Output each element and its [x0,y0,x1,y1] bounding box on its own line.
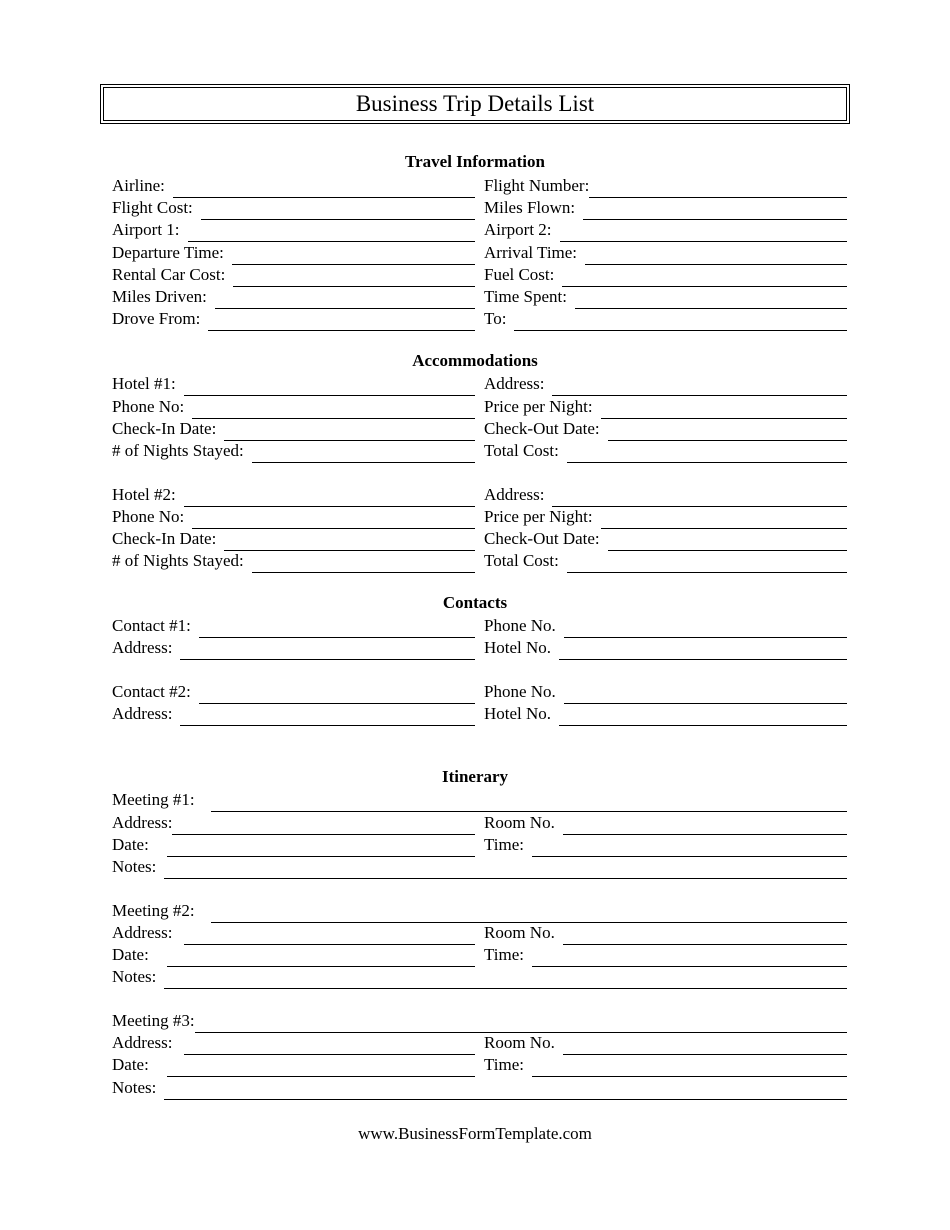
airport-2-field[interactable] [484,218,847,240]
field-label: Room No. [484,923,555,942]
field-label: Total Cost: [484,441,559,460]
field-label: Address: [112,923,173,942]
field-label: Time: [484,835,525,854]
contact-1-address-input-line[interactable] [180,641,475,660]
field-label: Check-In Date: [112,529,217,548]
meeting-3-room-field[interactable] [484,1031,847,1053]
hotel-2-check-out-field[interactable] [484,527,847,549]
form-row [0,263,950,285]
flight-cost-field[interactable] [112,196,475,218]
hotel-2-nights-input-line[interactable] [252,554,475,573]
meeting-3-field[interactable] [112,1009,847,1031]
form-row [0,702,950,724]
form-row [0,483,950,505]
hotel-2-field[interactable] [112,483,475,505]
rental-car-cost-field[interactable] [112,263,475,285]
section-heading-itinerary: Itinerary [441,767,509,786]
form-row [0,1031,950,1053]
field-label: Hotel No. [484,638,552,657]
meeting-1-notes-field[interactable] [112,855,847,877]
form-row [0,788,950,810]
field-label: Notes: [112,967,157,986]
form-row [0,833,950,855]
field-label: Contact #2: [112,682,191,701]
field-label: Airline: [112,176,165,195]
field-label: Price per Night: [484,507,593,526]
meeting-1-field[interactable] [112,788,847,810]
drove-from-input-line[interactable] [208,312,475,331]
departure-time-field[interactable] [112,241,475,263]
meeting-3-time-input-line[interactable] [532,1058,847,1077]
contact-2-hotel-field[interactable] [484,702,847,724]
meeting-2-room-field[interactable] [484,921,847,943]
form-row [0,855,950,877]
field-label: Drove From: [112,309,201,328]
form-row [0,285,950,307]
field-label: Address: [484,374,545,393]
field-label: Room No. [484,813,555,832]
hotel-2-price-field[interactable] [484,505,847,527]
field-label: Price per Night: [484,397,593,416]
field-label: Meeting #3: [112,1011,195,1030]
field-label: Time: [484,1055,525,1074]
section-heading-contacts: Contacts [442,593,508,612]
form-row [0,505,950,527]
section-heading-accommodations: Accommodations [412,351,538,370]
form-row [0,417,950,439]
field-label: To: [484,309,507,328]
airport-1-field[interactable] [112,218,475,240]
meeting-2-time-field[interactable] [484,943,847,965]
contact-1-field[interactable] [112,614,475,636]
miles-flown-field[interactable] [484,196,847,218]
contact-1-hotel-input-line[interactable] [559,641,847,660]
contact-2-address-input-line[interactable] [180,707,475,726]
form-row [0,636,950,658]
arrival-time-field[interactable] [484,241,847,263]
field-label: Notes: [112,857,157,876]
hotel-1-field[interactable] [112,372,475,394]
field-label: Phone No: [112,397,185,416]
airport-1-input-line[interactable] [188,223,475,242]
fuel-cost-field[interactable] [484,263,847,285]
form-row [0,680,950,702]
field-label: Miles Flown: [484,198,576,217]
footer-website: www.BusinessFormTemplate.com [358,1124,592,1143]
hotel-1-total-cost-input-line[interactable] [567,444,847,463]
hotel-1-nights-field[interactable] [112,439,475,461]
hotel-2-nights-field[interactable] [112,549,475,571]
hotel-2-address-field[interactable] [484,483,847,505]
meeting-3-notes-field[interactable] [112,1076,847,1098]
contact-1-hotel-field[interactable] [484,636,847,658]
miles-driven-field[interactable] [112,285,475,307]
form-title [100,84,850,124]
field-label: Fuel Cost: [484,265,555,284]
field-label: Time: [484,945,525,964]
field-label: Meeting #1: [112,790,195,809]
meeting-2-field[interactable] [112,899,847,921]
field-label: Miles Driven: [112,287,207,306]
drove-from-field[interactable] [112,307,475,329]
field-label: Rental Car Cost: [112,265,226,284]
meeting-1-notes-input-line[interactable] [164,860,847,879]
hotel-1-phone-field[interactable] [112,395,475,417]
field-label: Notes: [112,1078,157,1097]
field-label: # of Nights Stayed: [112,551,244,570]
meeting-3-address-field[interactable] [112,1031,475,1053]
meeting-2-notes-field[interactable] [112,965,847,987]
field-label: Flight Cost: [112,198,193,217]
form-row [0,241,950,263]
meeting-2-address-field[interactable] [112,921,475,943]
hotel-2-total-cost-input-line[interactable] [567,554,847,573]
contact-2-hotel-input-line[interactable] [559,707,847,726]
form-row [0,811,950,833]
time-spent-field[interactable] [484,285,847,307]
hotel-1-address-input-line[interactable] [552,377,847,396]
field-label: Check-Out Date: [484,419,600,438]
form-row [0,943,950,965]
meeting-2-date-field[interactable] [112,943,475,965]
form-row [0,527,950,549]
section-heading-travel: Travel Information [405,152,545,171]
flight-number-field[interactable] [484,174,847,196]
meeting-1-time-field[interactable] [484,833,847,855]
form-row [0,218,950,240]
field-label: Time Spent: [484,287,567,306]
hotel-1-address-field[interactable] [484,372,847,394]
hotel-1-nights-input-line[interactable] [252,444,475,463]
field-label: Address: [112,813,173,832]
form-row [0,372,950,394]
hotel-1-total-cost-field[interactable] [484,439,847,461]
form-row [0,174,950,196]
field-label: Airport 2: [484,220,552,239]
field-label: Date: [112,945,149,964]
meeting-1-address-field[interactable] [112,811,475,833]
meeting-3-notes-input-line[interactable] [164,1081,847,1100]
form-row [0,196,950,218]
field-label: Address: [112,704,173,723]
to-field[interactable] [484,307,847,329]
field-label: Meeting #2: [112,901,195,920]
field-label: Flight Number: [484,176,590,195]
field-label: Date: [112,835,149,854]
field-label: Address: [112,1033,173,1052]
meeting-3-date-field[interactable] [112,1053,475,1075]
hotel-2-check-in-field[interactable] [112,527,475,549]
hotel-2-total-cost-field[interactable] [484,549,847,571]
meeting-1-date-field[interactable] [112,833,475,855]
form-row [0,614,950,636]
contact-1-address-field[interactable] [112,636,475,658]
field-label: Contact #1: [112,616,191,635]
field-label: Phone No: [112,507,185,526]
field-label: Hotel No. [484,704,552,723]
form-row [0,549,950,571]
form-row [0,439,950,461]
meeting-1-input-line[interactable] [211,793,847,812]
field-label: Address: [112,638,173,657]
field-label: Airport 1: [112,220,180,239]
contact-2-address-field[interactable] [112,702,475,724]
hotel-1-input-line[interactable] [184,377,475,396]
field-label: Hotel #1: [112,374,176,393]
form-row [0,921,950,943]
form-row [0,1009,950,1031]
hotel-2-phone-field[interactable] [112,505,475,527]
form-row [0,965,950,987]
form-title-text: Business Trip Details List [355,91,595,116]
contact-2-phone-field[interactable] [484,680,847,702]
hotel-1-check-out-field[interactable] [484,417,847,439]
meeting-2-notes-input-line[interactable] [164,970,847,989]
airline-field[interactable] [112,174,475,196]
form-row [0,1076,950,1098]
field-label: # of Nights Stayed: [112,441,244,460]
field-label: Date: [112,1055,149,1074]
form-row [0,899,950,921]
meeting-3-time-field[interactable] [484,1053,847,1075]
field-label: Departure Time: [112,243,224,262]
form-row [0,395,950,417]
airport-2-input-line[interactable] [560,223,847,242]
form-row [0,307,950,329]
form-row [0,1053,950,1075]
field-label: Address: [484,485,545,504]
field-label: Phone No. [484,616,556,635]
field-label: Hotel #2: [112,485,176,504]
field-label: Phone No. [484,682,556,701]
meeting-1-room-field[interactable] [484,811,847,833]
meeting-3-date-input-line[interactable] [167,1058,475,1077]
hotel-1-price-field[interactable] [484,395,847,417]
field-label: Check-In Date: [112,419,217,438]
field-label: Arrival Time: [484,243,578,262]
contact-1-phone-field[interactable] [484,614,847,636]
field-label: Room No. [484,1033,555,1052]
field-label: Total Cost: [484,551,559,570]
contact-2-field[interactable] [112,680,475,702]
hotel-1-check-in-field[interactable] [112,417,475,439]
field-label: Check-Out Date: [484,529,600,548]
to-input-line[interactable] [514,312,847,331]
